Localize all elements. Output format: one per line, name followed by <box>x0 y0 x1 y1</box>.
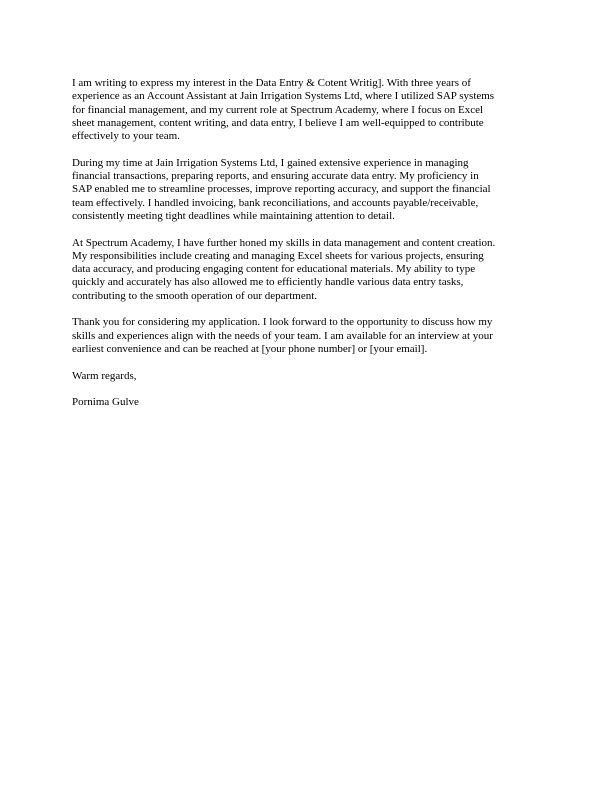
text-line: effectively to your team. <box>72 130 180 143</box>
letter-body <box>72 77 542 409</box>
text-line: My responsibilities include creating and managing Excel sheets for various projects, ensuring <box>72 249 484 262</box>
text-line: data accuracy, and producing engaging content for educational materials. My ability to type <box>72 263 476 276</box>
text-line: During my time at Jain Irrigation Systems Ltd, I gained extensive experience in managing <box>72 156 469 169</box>
text-line: team effectively. I handled invoicing, bank reconciliations, and accounts payable/receivable, <box>72 196 479 209</box>
text-line: for financial management, and my current role at Spectrum Academy, where I focus on Excel <box>72 103 484 116</box>
text-line: consistently meeting tight deadlines while maintaining attention to detail. <box>72 209 395 222</box>
paragraph-spectrum-experience <box>72 237 542 303</box>
text-line: financial transactions, preparing reports, and ensuring accurate data entry. My proficiency in <box>72 170 479 183</box>
paragraph-intro <box>72 77 542 143</box>
paragraph-thank-you <box>72 316 542 356</box>
paragraph-jain-experience <box>72 157 542 223</box>
text-line: contributing to the smooth operation of our department. <box>72 289 318 302</box>
text-line: experience as an Account Assistant at Jain Irrigation Systems Ltd, where I utilized SAP systems <box>72 90 495 103</box>
letter-signature: Pornima Gulve <box>72 396 139 409</box>
text-line: sheet management, content writing, and data entry, I believe I am well-equipped to contribute <box>72 116 484 129</box>
letter-closing: Warm regards, <box>72 369 137 382</box>
text-line: At Spectrum Academy, I have further honed my skills in data management and content creation. <box>72 236 496 249</box>
text-line: I am writing to express my interest in the Data Entry & Cotent Writig]. With three years of <box>72 77 471 89</box>
text-line: quickly and accurately has also allowed me to efficiently handle various data entry tasks, <box>72 276 464 289</box>
text-line: SAP enabled me to streamline processes, improve reporting accuracy, and support the financial <box>72 183 491 196</box>
text-line: earliest convenience and can be reached at [your phone number] or [your email]. <box>72 342 428 355</box>
text-line: Thank you for considering my application. I look forward to the opportunity to discuss how my <box>72 316 493 329</box>
text-line: skills and experiences align with the needs of your team. I am available for an interview at your <box>72 329 493 342</box>
